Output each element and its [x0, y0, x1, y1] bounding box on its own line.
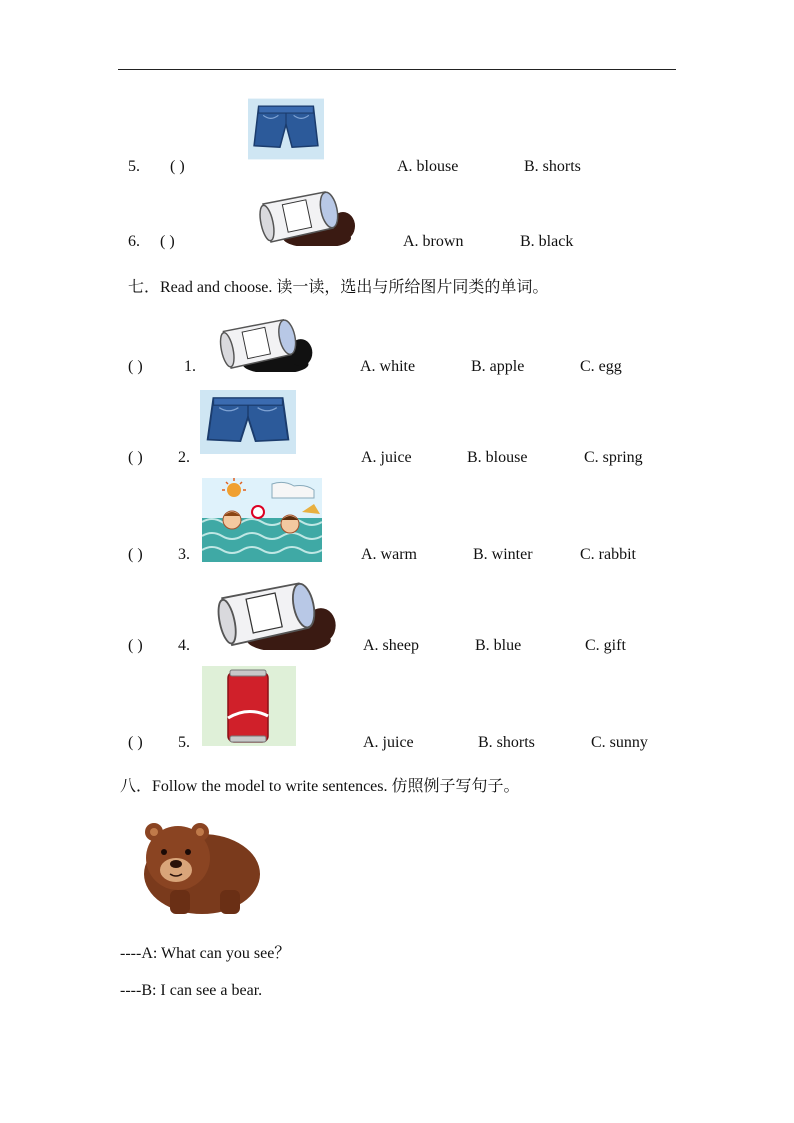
option-a: A. juice [363, 734, 414, 751]
option-a: A. sheep [363, 637, 419, 654]
option-b: B. shorts [478, 734, 535, 751]
dialogue-line-b: ----B: I can see a bear. [120, 982, 263, 999]
option-c: C. egg [580, 358, 622, 375]
option-a: A. juice [361, 449, 412, 466]
question-number: 2. [178, 449, 190, 466]
option-b: B. apple [471, 358, 525, 375]
option-c: C. gift [585, 637, 626, 654]
answer-parentheses: ( ) [128, 637, 143, 654]
question-number: 3. [178, 546, 190, 563]
section-7-heading: 七．Read and choose. 读一读，选出与所给图片同类的单词。 [128, 279, 549, 296]
option-a: A. white [360, 358, 416, 375]
dialogue-line-a: ----A: What can you see？ [120, 945, 291, 962]
option-a: A. brown [403, 233, 464, 250]
answer-parentheses: ( ) [128, 546, 143, 563]
shorts-icon [248, 98, 324, 160]
option-b: B. blouse [467, 449, 528, 466]
option-b: B. black [520, 233, 574, 250]
answer-parentheses: ( ) [128, 358, 143, 375]
question-number: 5. [128, 158, 140, 175]
black-paint-can-icon [212, 314, 316, 372]
bear-icon [120, 804, 268, 928]
answer-parentheses: ( ) [128, 449, 143, 466]
option-a: A. warm [361, 546, 417, 563]
question-number: 4. [178, 637, 190, 654]
option-b: B. winter [473, 546, 533, 563]
section-8-heading: 八．Follow the model to write sentences. 仿照例子写句子。 [120, 778, 520, 795]
option-a: A. blouse [397, 158, 459, 175]
option-c: C. spring [584, 449, 643, 466]
option-b: B. blue [475, 637, 522, 654]
question-number: 5. [178, 734, 190, 751]
shorts-icon [200, 390, 296, 454]
brown-paint-can-icon [205, 576, 343, 650]
question-number: 1. [184, 358, 196, 375]
option-c: C. sunny [591, 734, 648, 751]
brown-paint-can-icon [250, 186, 360, 246]
answer-parentheses: ( ) [128, 734, 143, 751]
answer-parentheses: ( ) [170, 158, 185, 175]
answer-parentheses: ( ) [160, 233, 175, 250]
header-rule [118, 69, 676, 70]
cola-can-icon [202, 666, 296, 746]
option-b: B. shorts [524, 158, 581, 175]
option-c: C. rabbit [580, 546, 636, 563]
question-number: 6. [128, 233, 140, 250]
summer-swimming-icon [202, 478, 322, 562]
